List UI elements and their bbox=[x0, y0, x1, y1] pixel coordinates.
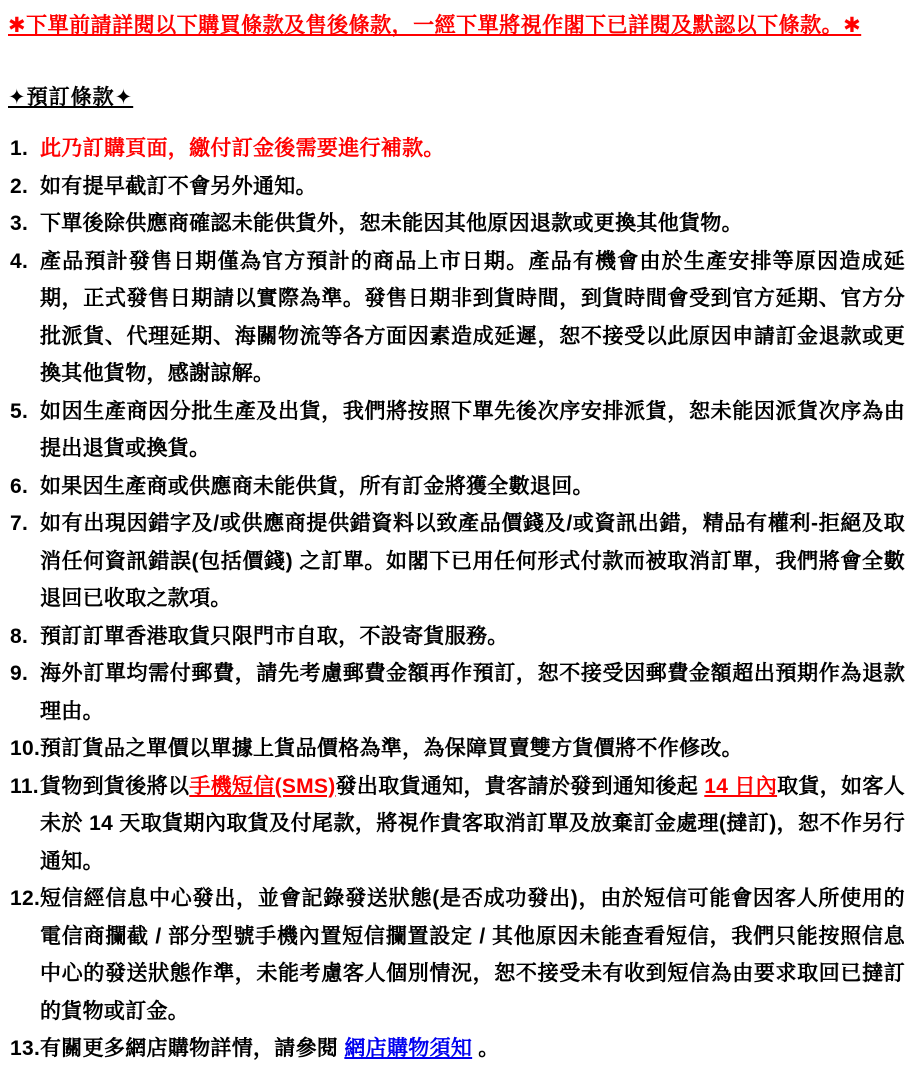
term-text: 取貨，如客人未於 14 天取貨期內取貨及付尾款，將視作貴客取消訂單及放棄訂金處理(撻訂)，恕不作另行通知。 bbox=[40, 774, 905, 873]
page-title: ✱下單前請詳閱以下購買條款及售後條款，一經下單將視作閣下已詳閱及默認以下條款。✱ bbox=[8, 14, 862, 37]
term-number: 11. bbox=[10, 774, 39, 798]
pickup-deadline-emphasis: 14 日內 bbox=[704, 774, 778, 798]
section-heading: ✦預訂條款✦ bbox=[8, 86, 134, 109]
term-item bbox=[8, 880, 905, 1030]
term-item bbox=[8, 393, 905, 468]
term-item bbox=[8, 618, 905, 656]
term-text: 如因生產商因分批生產及出貨，我們將按照下單先後次序安排派貨，恕未能因派貨次序為由提出退貨或換貨。 bbox=[40, 399, 905, 460]
term-number: 12. bbox=[10, 887, 41, 910]
term-number: 8. bbox=[10, 624, 29, 648]
term-text: 如有出現因錯字及/或供應商提供錯資料以致產品價錢及/或資訊出錯，精品有權利-拒絕及取消任何資訊錯誤(包括價錢) 之訂單。如閣下已用任何形式付款而被取消訂單，我們將會全數退回已收取之款項。 bbox=[40, 512, 905, 610]
term-item bbox=[8, 168, 905, 206]
term-number: 10. bbox=[10, 737, 41, 760]
term-number: 5. bbox=[10, 399, 29, 423]
term-number: 6. bbox=[10, 474, 29, 498]
section-heading-row bbox=[8, 62, 905, 112]
term-item bbox=[8, 768, 905, 881]
term-number: 3. bbox=[10, 212, 29, 235]
term-number: 13. bbox=[10, 1037, 41, 1060]
term-item bbox=[8, 505, 905, 618]
term-text: 如果因生產商或供應商未能供貨，所有訂金將獲全數退回。 bbox=[40, 474, 594, 498]
term-text: 產品預計發售日期僅為官方預計的商品上市日期。產品有機會由於生產安排等原因造成延期，正式發售日期請以實際為準。發售日期非到貨時間，到貨時間會受到官方延期、官方分批派貨、代理延期、海關物流等各方面因素造成延遲，恕不接受以此原因申請訂金退款或更換其他貨物，感謝諒解。 bbox=[40, 249, 905, 385]
term-item bbox=[8, 730, 905, 768]
term-item bbox=[8, 243, 905, 393]
term-number: 7. bbox=[10, 512, 29, 535]
term-text: 海外訂單均需付郵費，請先考慮郵費金額再作預訂，恕不接受因郵費金額超出預期作為退款理由。 bbox=[40, 662, 905, 723]
terms-list bbox=[8, 130, 905, 1068]
term-item bbox=[8, 655, 905, 730]
term-text: 預訂貨品之單價以單據上貨品價格為準，為保障買賣雙方貨價將不作修改。 bbox=[40, 737, 743, 760]
term-text: 有關更多網店購物詳情，請參閱 bbox=[40, 1037, 345, 1060]
term-item bbox=[8, 130, 905, 168]
term-text: 下單後除供應商確認未能供貨外，恕未能因其他原因退款或更換其他貨物。 bbox=[40, 212, 743, 235]
store-policy-link[interactable]: 網店購物須知 bbox=[344, 1037, 473, 1060]
term-number: 1. bbox=[10, 137, 29, 160]
term-number: 9. bbox=[10, 662, 29, 685]
term-number: 2. bbox=[10, 174, 29, 198]
term-text: 短信經信息中心發出，並會記錄發送狀態(是否成功發出)，由於短信可能會因客人所使用的電信商攔截 / 部分型號手機內置短信攔置設定 / 其他原因未能查看短信，我們只能按照信息中心的發送狀態作準，未能考慮客人個別情況，恕不接受未有收到短信為由要求取回已撻訂的貨物或訂金。 bbox=[40, 887, 905, 1023]
term-number: 4. bbox=[10, 249, 29, 273]
term-text: 。 bbox=[472, 1037, 500, 1060]
term-text: 發出取貨通知，貴客請於發到通知後起 bbox=[335, 774, 705, 798]
sms-notice-emphasis: 手機短信(SMS) bbox=[189, 774, 336, 798]
term-text: 貨物到貨後將以 bbox=[40, 774, 190, 798]
term-text: 如有提早截訂不會另外通知。 bbox=[40, 174, 317, 198]
term-item bbox=[8, 205, 905, 243]
deposit-notice-text: 此乃訂購頁面，繳付訂金後需要進行補款。 bbox=[40, 137, 445, 160]
term-text: 預訂訂單香港取貨只限門市自取，不設寄貨服務。 bbox=[40, 624, 509, 648]
term-item bbox=[8, 468, 905, 506]
term-item bbox=[8, 1030, 905, 1068]
